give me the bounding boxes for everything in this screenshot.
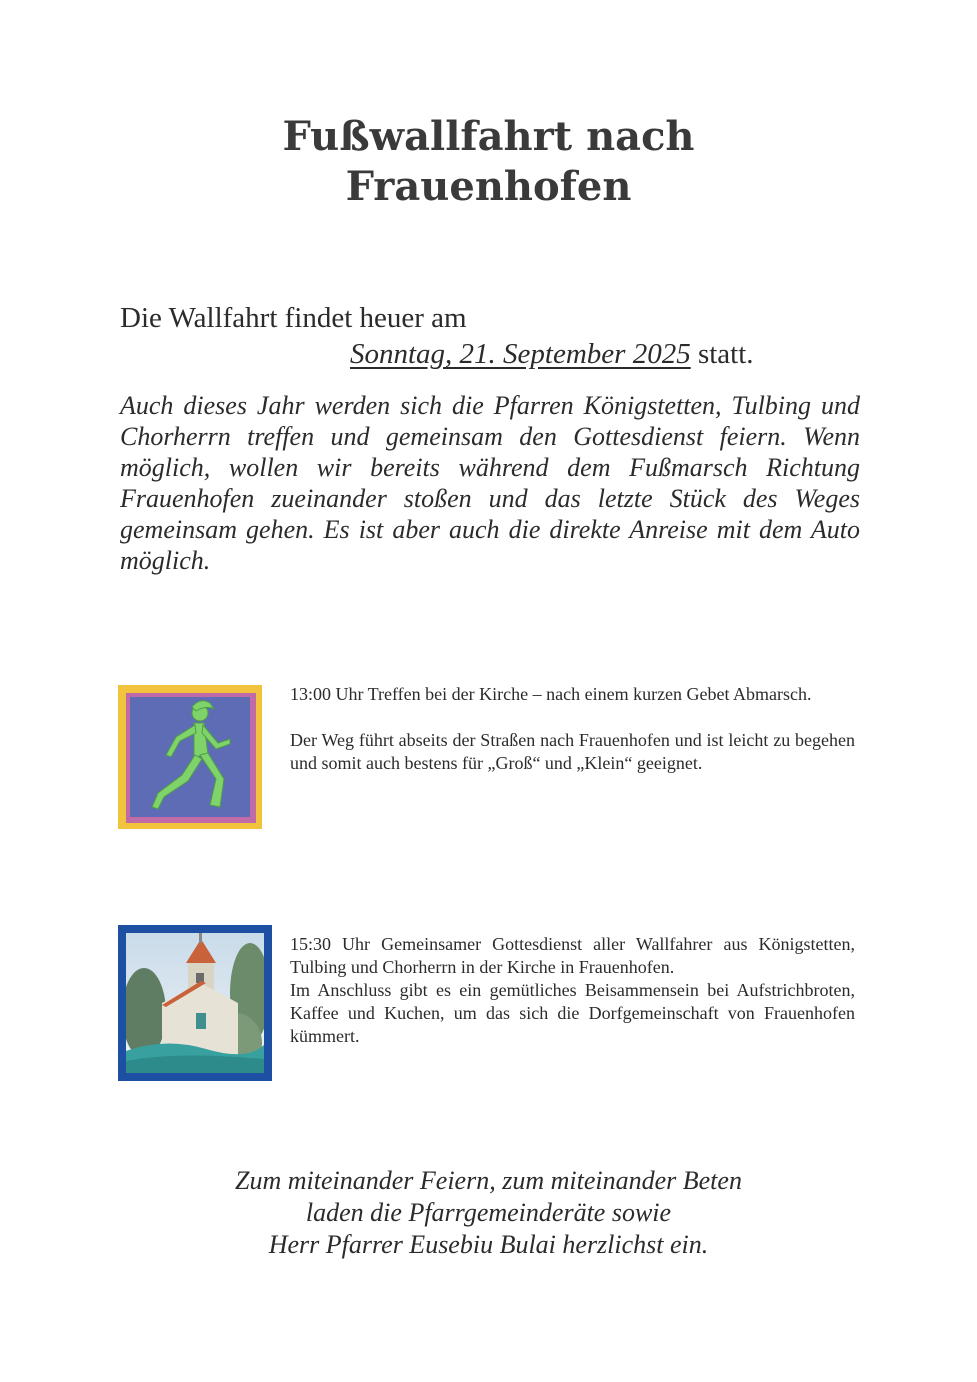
runner-figure (138, 695, 238, 820)
schedule-1-route-text: Der Weg führt abseits der Straßen nach Frauenhofen und ist leicht zu begehen und somit auch bestens für „Groß“ und „Klein“ geeignet. (290, 730, 855, 773)
closing-line-1: Zum miteinander Feiern, zum miteinander Beten (235, 1166, 742, 1195)
schedule-item-2 (290, 933, 855, 1048)
intro-line-1: Die Wallfahrt findet heuer am (120, 302, 467, 334)
title-line-1: Fußwallfahrt nach (282, 113, 695, 160)
event-date: Sonntag, 21. September 2025 (350, 338, 691, 370)
page-title (0, 112, 977, 212)
schedule-2-mass-text: 15:30 Uhr Gemeinsamer Gottesdienst aller Wallfahrer aus Königstetten, Tulbing und Chorherrn in der Kirche in Frauenhofen. (290, 934, 855, 977)
schedule-2-gathering-text: Im Anschluss gibt es ein gemütliches Beisammensein bei Aufstrichbroten, Kaffee und Kuchen, um das sich die Dorfgemeinschaft von Frauenhofen kümmert. (290, 980, 855, 1046)
schedule-item-1 (290, 683, 855, 775)
runner-icon (118, 685, 262, 829)
schedule-1-time-text: 13:00 Uhr Treffen bei der Kirche – nach einem kurzen Gebet Abmarsch. (290, 684, 812, 704)
title-line-2: Frauenhofen (345, 163, 632, 210)
closing-line-2: laden die Pfarrgemeinderäte sowie (305, 1198, 672, 1227)
intro-line-2 (120, 336, 860, 372)
intro-after-date: statt. (690, 338, 754, 370)
closing-line-3: Herr Pfarrer Eusebiu Bulai herzlichst ein. (268, 1230, 709, 1259)
church-photo (118, 925, 272, 1081)
closing-invitation (0, 1165, 977, 1261)
church-image (126, 933, 264, 1073)
intro-text (120, 300, 860, 372)
description-paragraph: Auch dieses Jahr werden sich die Pfarren Königstetten, Tulbing und Chorherrn treffen und gemeinsam den Gottesdienst feiern. Wenn möglich, wollen wir bereits während dem Fußmarsch Richtung Frauenhofen zueinander stoßen und das letzte Stück des Weges gemeinsam gehen. Es ist aber auch die direkte Anreise mit dem Auto möglich. (120, 391, 860, 575)
